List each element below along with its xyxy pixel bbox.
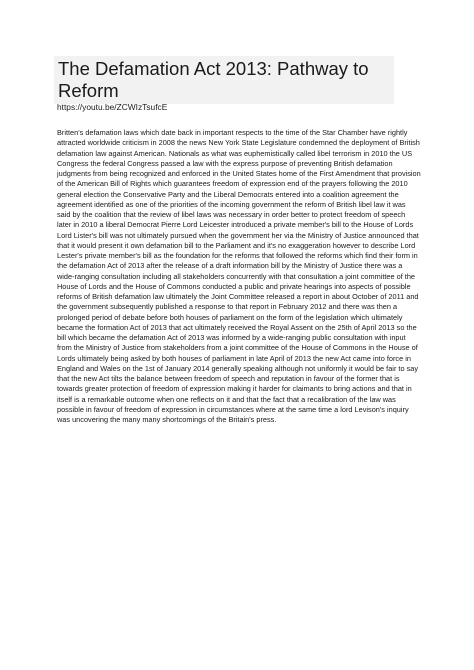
title-block xyxy=(54,56,394,104)
video-link[interactable]: https://youtu.be/ZCWIzTsufcE xyxy=(57,102,168,112)
body-paragraph: Britten's defamation laws which date back in important respects to the time of the Star Chamber have rightly attracted worldwide criticism in 2008 the news New York State Legislature condemned the deployment of British defamation law against American. Nationals as what was euphemistically called libel terrorism in 2010 the US Congress the federal Congress passed a law with the express purpose of preventing British defamation judgments from being recognized and enforced in the United States home of the First Amendment that provision of the American Bill of Rights which guarantees freedom of expression end of the prayers following the 2010 general election the Conservative Party and the Liberal Democrats entered into a coalition agreement the agreement identified as one of the priorities of the incoming government the reform of British libel law it was said by the coalition that the review of libel laws was necessary in order better to protect freedom of speech later in 2010 a liberal Democrat Pierre Lord Leicester introduced a private member's bill to the House of Lords Lord Lister's bill was not ultimately pursued when the government her via the Ministry of Justice announced that that it would present it own defamation bill to the Parliament and it's no exaggeration however to describe Lord Lester's private member's bill as the foundation for the reforms that followed the reforms which find their form in the defamation Act of 2013 after the release of a draft information bill by the Ministry of Justice there was a wide-ranging consultation including all stakeholders concurrently with that consultation a joint committee of the House of Lords and the House of Commons conducted a public and private hearings into aspects of possible reforms of British defamation law ultimately the Joint Committee released a report in about October of 2011 and the government subsequently published a response to that report in February 2012 and there was then a prolonged period of debate before both houses of parliament on the form of the legislation which ultimately became the formation Act of 2013 that act ultimately received the Royal Assent on the 25th of April 2013 so the bill which became the defamation Act of 2013 was informed by a wide-ranging public consultation with input from the Ministry of Justice from stakeholders from a joint committee of the House of Commons in the House of Lords ultimately being asked by both houses of parliament in late April of 2013 the new Act came into force in England and Wales on the 1st of January 2014 generally speaking although not uniformly it would be fair to say that the new Act tilts the balance between freedom of speech and reputation in favour of the former that is towards greater protection of freedom of expression making it harder for claimants to bring actions and that in itself is a remarkable outcome when one reflects on it and that the fact that a recalibration of the law was possible in favour of freedom of expression in circumstances where at the same time a lord Levison's inquiry was uncovering the many many shortcomings of the Britain's press. xyxy=(57,128,421,424)
document-title: The Defamation Act 2013: Pathway to Reform xyxy=(58,58,369,101)
